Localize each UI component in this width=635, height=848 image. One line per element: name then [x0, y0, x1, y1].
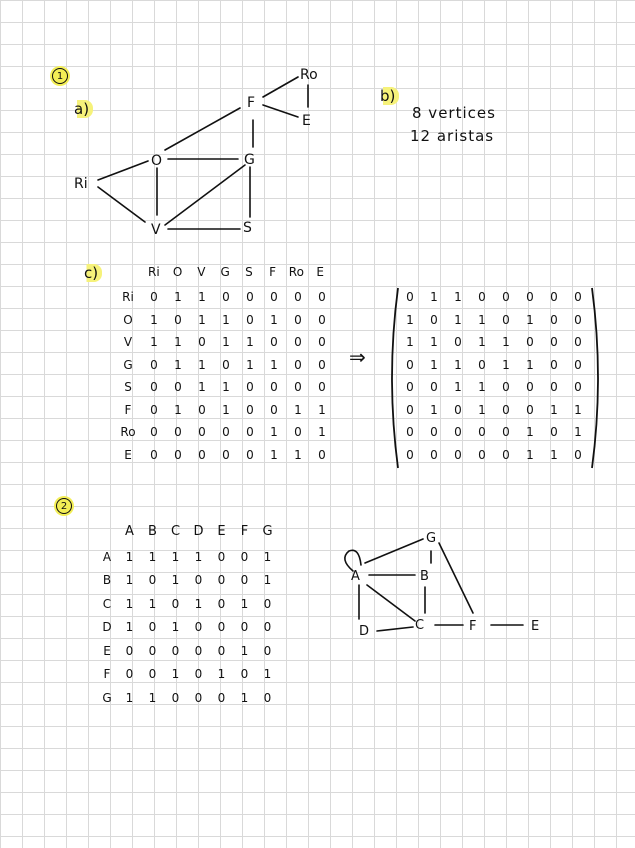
graph-1 [60, 55, 340, 245]
matrix-1-row [114, 421, 334, 444]
matrix-1-cell: 0 [150, 357, 158, 372]
matrix-1-row [114, 331, 334, 354]
matrix-2-cell: 0 [171, 596, 180, 611]
matrix-1-header-cell: E [316, 265, 324, 279]
matrix-2-header-cell: D [193, 524, 204, 539]
matrix-1-bracketed-cell: 0 [550, 425, 558, 440]
matrix-1-bracketed-cell: 1 [430, 290, 438, 305]
matrix-1-cell: 1 [174, 402, 182, 417]
node-d: D [359, 624, 370, 639]
matrix-1-bracketed-cell: 0 [502, 312, 510, 327]
matrix-1-header-cell: V [197, 265, 206, 279]
matrix-2-row-label: B [102, 573, 112, 588]
matrix-2-cell: 0 [217, 643, 226, 658]
matrix-1-bracketed-row [398, 309, 590, 332]
matrix-2-cell: 1 [171, 620, 180, 635]
matrix-1-row [114, 286, 334, 309]
matrix-2-row [96, 569, 279, 593]
matrix-1-cell: 1 [270, 447, 278, 462]
matrix-2-cell: 0 [194, 690, 203, 705]
matrix-1-bracketed-row [398, 376, 590, 399]
matrix-1-cell: 0 [222, 425, 230, 440]
matrix-1-cell: 0 [294, 312, 302, 327]
matrix-2-cell: 0 [194, 667, 203, 682]
matrix-1-cell: 0 [222, 290, 230, 305]
matrix-1-cell: 1 [174, 290, 182, 305]
matrix-1-cell: 0 [318, 290, 326, 305]
matrix-1-row [114, 444, 334, 467]
matrix-1-header-cell: F [269, 265, 277, 279]
node-g: G [426, 531, 437, 546]
matrix-1-cell: 0 [318, 447, 326, 462]
matrix-2-cell: 0 [217, 596, 226, 611]
matrix-2-header-cell: F [240, 524, 249, 539]
matrix-2-cell: 0 [148, 667, 157, 682]
matrix-1-bracketed-cell: 1 [550, 447, 558, 462]
matrix-2-cell: 0 [240, 620, 249, 635]
matrix-2-row [96, 639, 279, 663]
matrix-1-bracketed-cell: 1 [430, 357, 438, 372]
matrix-1-bracketed-cell: 0 [502, 290, 510, 305]
matrix-1-bracketed-cell: 0 [454, 447, 462, 462]
matrix-1-cell: 1 [222, 380, 230, 395]
matrix-1-bracketed-cell: 1 [526, 425, 534, 440]
matrix-1-cell: 1 [294, 402, 302, 417]
part-b-label: b) [376, 87, 399, 105]
matrix-2-cell: 0 [125, 643, 134, 658]
matrix-2-cell: 0 [217, 573, 226, 588]
matrix-1-cell: 0 [174, 425, 182, 440]
matrix-1-cell: 0 [294, 335, 302, 350]
matrix-2-cell: 1 [171, 573, 180, 588]
matrix-1-bracketed-cell: 0 [574, 447, 582, 462]
node-e: E [302, 113, 311, 129]
matrix-1-bracketed-cell: 0 [502, 402, 510, 417]
matrix-2-cell: 1 [171, 549, 180, 564]
matrix-1-bracketed-cell: 1 [454, 312, 462, 327]
matrix-1-cell: 0 [246, 290, 254, 305]
matrix-1-row-label: G [123, 357, 133, 372]
edge-o-f [165, 108, 240, 150]
vertices-count: 8 vertices [412, 104, 496, 122]
matrix-1-bracketed-cell: 0 [550, 290, 558, 305]
edge-d-c [377, 627, 413, 631]
matrix-1-cell: 0 [150, 290, 158, 305]
matrix-1-header-cell: O [172, 265, 183, 279]
edge-ri-o [98, 161, 148, 180]
matrix-2-cell: 0 [194, 620, 203, 635]
node-f: F [247, 95, 256, 111]
matrix-1-cell: 0 [318, 335, 326, 350]
matrix-1-bracketed-cell: 1 [574, 402, 582, 417]
exercise-1-number-text: 1 [52, 68, 68, 84]
matrix-1-cell: 1 [318, 402, 326, 417]
matrix-1-cell: 1 [246, 335, 254, 350]
matrix-1-row-label: Ri [122, 290, 134, 305]
matrix-1-header-cell: S [245, 265, 253, 279]
matrix-2-cell: 1 [148, 690, 157, 705]
matrix-2-cell: 1 [125, 549, 134, 564]
matrix-2-cell: 0 [263, 643, 272, 658]
matrix-1-cell: 0 [270, 335, 278, 350]
node-a: A [351, 569, 360, 584]
matrix-1-bracketed-cell: 0 [430, 380, 438, 395]
matrix-1-bracketed-cell: 0 [550, 357, 558, 372]
matrix-1-bracketed-row [398, 331, 590, 354]
matrix-1-bracketed-row [398, 421, 590, 444]
matrix-1-bracketed-cell: 0 [526, 290, 534, 305]
matrix-2-header-cell: G [262, 524, 273, 539]
matrix-1-cell: 1 [270, 357, 278, 372]
matrix-1-bracketed-cell: 0 [550, 335, 558, 350]
matrix-1-bracketed-cell: 1 [478, 380, 486, 395]
matrix-1-cell: 0 [246, 380, 254, 395]
matrix-1-cell: 1 [294, 447, 302, 462]
matrix-1-cell: 0 [150, 425, 158, 440]
matrix-1-bracketed-cell: 1 [574, 425, 582, 440]
matrix-2-row [96, 592, 279, 616]
edge-ri-v [98, 187, 145, 222]
matrix-1-cell: 0 [270, 380, 278, 395]
node-o: O [151, 153, 163, 169]
matrix-2-cell: 1 [240, 690, 249, 705]
matrix-1-bracketed-row [398, 399, 590, 422]
matrix-1-row-label: O [123, 312, 133, 327]
matrix-1-bracketed-cell: 0 [406, 357, 414, 372]
matrix-1-bracketed-cell: 0 [550, 380, 558, 395]
matrix-2-cell: 0 [125, 667, 134, 682]
matrix-1-cell: 0 [318, 357, 326, 372]
matrix-2-cell: 0 [263, 620, 272, 635]
edge-g-f [439, 543, 473, 613]
matrix-1-cell: 0 [318, 312, 326, 327]
matrix-1-bracketed-cell: 0 [526, 402, 534, 417]
part-a-label: a) [70, 100, 93, 118]
matrix-1-cell: 0 [294, 290, 302, 305]
matrix-1-row-label: V [123, 335, 133, 350]
matrix-1-bracketed-cell: 0 [454, 425, 462, 440]
edge-a-a-loop [345, 550, 361, 571]
matrix-1-bracketed-cell: 0 [406, 447, 414, 462]
adjacency-matrix-2 [96, 545, 279, 710]
matrix-1-cell: 0 [198, 402, 206, 417]
matrix-2-cell: 1 [263, 573, 272, 588]
matrix-1-row-label: E [124, 447, 132, 462]
matrix-1-cell: 1 [198, 380, 206, 395]
node-b: B [420, 569, 429, 584]
node-ri: Ri [74, 176, 88, 192]
matrix-1-bracketed-cell: 0 [502, 425, 510, 440]
matrix-1-bracketed-cell: 0 [502, 380, 510, 395]
matrix-1-header [142, 265, 332, 285]
matrix-2-cell: 0 [217, 620, 226, 635]
matrix-1-bracketed-cell: 0 [406, 380, 414, 395]
matrix-2-row [96, 686, 279, 710]
matrix-2-row-label: D [102, 620, 112, 635]
matrix-1-bracketed-cell: 0 [406, 425, 414, 440]
matrix-2-cell: 0 [240, 573, 249, 588]
matrix-1-cell: 0 [318, 380, 326, 395]
matrix-1-cell: 0 [294, 357, 302, 372]
edges-count: 12 aristas [410, 127, 495, 145]
edge-a-c [367, 585, 415, 621]
matrix-1-cell: 0 [246, 447, 254, 462]
matrix-1-cell: 0 [198, 447, 206, 462]
matrix-1-cell: 1 [150, 335, 158, 350]
matrix-1-bracketed-cell: 1 [526, 357, 534, 372]
matrix-2-cell: 1 [194, 549, 203, 564]
edge-a-g [365, 539, 423, 563]
matrix-2-cell: 1 [171, 667, 180, 682]
matrix-1-bracketed-cell: 0 [502, 447, 510, 462]
matrix-1-row [114, 399, 334, 422]
matrix-1-bracketed-cell: 0 [454, 402, 462, 417]
matrix-1-row [114, 309, 334, 332]
right-bracket [592, 288, 598, 468]
matrix-2-row-label: E [103, 643, 111, 658]
graph-2 [335, 525, 560, 645]
adjacency-matrix-1 [114, 286, 334, 466]
matrix-1-header-cell: Ro [288, 265, 304, 279]
matrix-1-cell: 0 [150, 380, 158, 395]
matrix-2-cell: 0 [217, 549, 226, 564]
matrix-2-cell: 0 [171, 643, 180, 658]
matrix-1-bracketed-cell: 0 [406, 402, 414, 417]
matrix-1-bracketed-cell: 0 [430, 447, 438, 462]
matrix-1-cell: 0 [222, 447, 230, 462]
matrix-2-cell: 0 [148, 620, 157, 635]
node-s: S [243, 220, 252, 236]
matrix-2-header [118, 524, 279, 539]
node-e: E [531, 619, 540, 634]
matrix-1-bracketed-cell: 1 [550, 402, 558, 417]
node-f: F [469, 619, 477, 634]
matrix-2-row [96, 663, 279, 687]
matrix-1-cell: 0 [198, 335, 206, 350]
matrix-2-cell: 0 [194, 573, 203, 588]
matrix-2-cell: 1 [148, 549, 157, 564]
matrix-1-cell: 0 [246, 402, 254, 417]
matrix-2-cell: 0 [240, 549, 249, 564]
matrix-1-bracketed-cell: 0 [478, 447, 486, 462]
matrix-1-header-cell: G [220, 265, 230, 279]
matrix-1-bracketed-cell: 0 [430, 425, 438, 440]
matrix-2-cell: 0 [263, 596, 272, 611]
matrix-1-bracketed-cell: 0 [406, 290, 414, 305]
matrix-2-cell: 1 [125, 573, 134, 588]
matrix-1-bracketed-cell: 1 [478, 402, 486, 417]
matrix-1-bracketed-cell: 1 [406, 335, 414, 350]
matrix-2-header-cell: E [217, 524, 226, 539]
matrix-1-bracketed-row [398, 444, 590, 467]
matrix-1-cell: 1 [270, 425, 278, 440]
matrix-1-cell: 0 [174, 447, 182, 462]
matrix-1-bracketed-cell: 0 [574, 357, 582, 372]
matrix-2-header-cell: B [148, 524, 157, 539]
matrix-1-row-label: Ro [120, 425, 136, 440]
matrix-1-bracketed-cell: 1 [454, 380, 462, 395]
matrix-1-bracketed-cell: 1 [526, 312, 534, 327]
matrix-1-bracketed-cell: 0 [478, 357, 486, 372]
part-c-label: c) [80, 264, 102, 282]
matrix-1-bracketed-cell: 1 [502, 357, 510, 372]
matrix-2-header-cell: C [170, 524, 181, 539]
matrix-2-row-label: G [102, 690, 112, 705]
matrix-2-cell: 0 [148, 573, 157, 588]
matrix-2-cell: 0 [263, 690, 272, 705]
matrix-1-bracketed-cell: 0 [478, 425, 486, 440]
matrix-1-bracketed-cell: 1 [502, 335, 510, 350]
matrix-1-bracketed-cell: 0 [478, 290, 486, 305]
matrix-1-cell: 0 [294, 380, 302, 395]
node-g: G [244, 152, 255, 168]
matrix-1-cell: 0 [174, 380, 182, 395]
matrix-1-cell: 1 [198, 357, 206, 372]
matrix-1-cell: 0 [270, 402, 278, 417]
matrix-1-row [114, 354, 334, 377]
edge-g-v [165, 165, 245, 225]
matrix-1-bracketed-cell: 0 [550, 312, 558, 327]
matrix-1-cell: 0 [150, 447, 158, 462]
matrix-2-cell: 1 [194, 596, 203, 611]
matrix-1-bracketed-row [398, 286, 590, 309]
matrix-1-bracketed-cell: 0 [574, 290, 582, 305]
exercise-2-number [54, 496, 74, 516]
matrix-2-row [96, 616, 279, 640]
matrix-2-cell: 0 [148, 643, 157, 658]
matrix-1-cell: 0 [174, 312, 182, 327]
matrix-1-cell: 0 [246, 312, 254, 327]
matrix-1-bracketed-cell: 0 [574, 380, 582, 395]
matrix-1-row-label: S [124, 380, 132, 395]
matrix-2-cell: 0 [217, 690, 226, 705]
matrix-1-cell: 0 [198, 425, 206, 440]
matrix-2-row-label: F [103, 667, 111, 682]
matrix-1-header-cell: Ri [148, 265, 160, 279]
matrix-1-cell: 1 [198, 290, 206, 305]
matrix-2-cell: 1 [263, 549, 272, 564]
matrix-2-row-label: C [102, 596, 112, 611]
matrix-1-cell: 0 [270, 290, 278, 305]
matrix-2-cell: 1 [217, 667, 226, 682]
node-c: C [415, 618, 425, 633]
matrix-1-bracketed-row [398, 354, 590, 377]
matrix-1-cell: 1 [246, 357, 254, 372]
matrix-1-bracketed-cell: 1 [526, 447, 534, 462]
matrix-1-cell: 1 [198, 312, 206, 327]
matrix-1-bracketed-cell: 1 [406, 312, 414, 327]
matrix-1-bracketed-cell: 1 [478, 312, 486, 327]
exercise-2-number-text: 2 [56, 498, 72, 514]
matrix-1-bracketed-cell: 0 [526, 335, 534, 350]
matrix-2-cell: 0 [194, 643, 203, 658]
matrix-1-cell: 1 [174, 357, 182, 372]
matrix-1-cell: 0 [222, 357, 230, 372]
implies-arrow: ⇒ [349, 345, 366, 369]
matrix-1-row [114, 376, 334, 399]
matrix-2-cell: 1 [240, 596, 249, 611]
matrix-1-bracketed-cell: 1 [454, 357, 462, 372]
matrix-1-cell: 1 [174, 335, 182, 350]
matrix-1-cell: 0 [150, 402, 158, 417]
matrix-1-bracketed-cell: 0 [574, 335, 582, 350]
matrix-2-cell: 1 [125, 690, 134, 705]
matrix-1-bracketed-cell: 1 [454, 290, 462, 305]
matrix-1-bracketed-cell: 1 [430, 402, 438, 417]
matrix-1-bracketed-cell: 0 [574, 312, 582, 327]
matrix-2-row [96, 545, 279, 569]
matrix-2-cell: 0 [171, 690, 180, 705]
matrix-1-cell: 1 [150, 312, 158, 327]
matrix-1-row-label: F [124, 402, 132, 417]
matrix-2-cell: 1 [263, 667, 272, 682]
matrix-2-row-label: A [102, 549, 112, 564]
adjacency-matrix-1-bracketed [398, 286, 590, 466]
matrix-1-cell: 1 [222, 335, 230, 350]
matrix-2-cell: 1 [240, 643, 249, 658]
matrix-2-cell: 0 [240, 667, 249, 682]
matrix-2-cell: 1 [148, 596, 157, 611]
matrix-1-cell: 1 [270, 312, 278, 327]
matrix-1-cell: 0 [294, 425, 302, 440]
matrix-2-header-cell: A [125, 524, 134, 539]
node-v: V [151, 222, 161, 238]
matrix-1-bracketed-cell: 0 [430, 312, 438, 327]
matrix-1-bracketed-cell: 0 [454, 335, 462, 350]
matrix-1-cell: 1 [222, 402, 230, 417]
matrix-1-cell: 0 [246, 425, 254, 440]
matrix-1-cell: 1 [222, 312, 230, 327]
matrix-2-cell: 1 [125, 620, 134, 635]
edge-f-e [263, 105, 298, 117]
matrix-1-bracketed-cell: 1 [478, 335, 486, 350]
edge-f-ro [263, 77, 298, 97]
node-ro: Ro [300, 67, 318, 83]
matrix-1-bracketed-cell: 1 [430, 335, 438, 350]
matrix-1-bracketed-cell: 0 [526, 380, 534, 395]
matrix-1-cell: 1 [318, 425, 326, 440]
matrix-2-cell: 1 [125, 596, 134, 611]
